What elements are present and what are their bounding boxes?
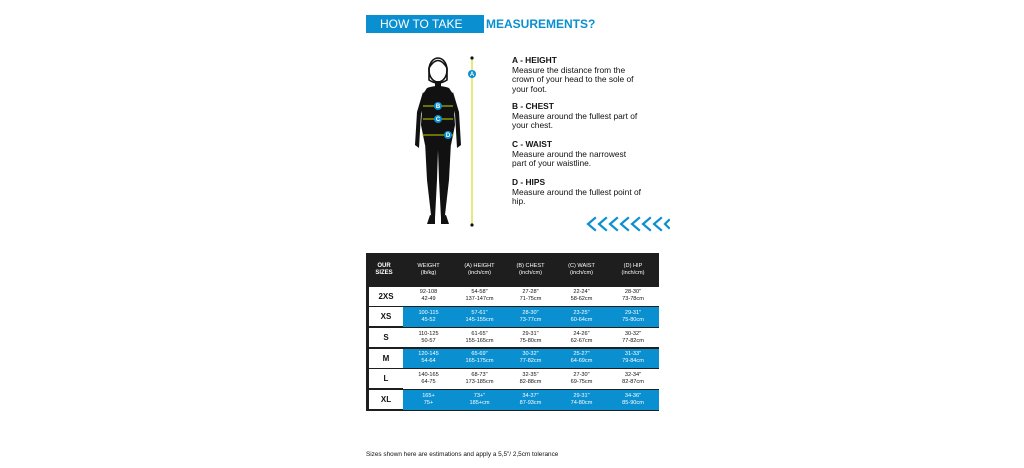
table-cell bbox=[505, 287, 556, 307]
cell-imperial-value: 34-36" bbox=[624, 392, 642, 399]
size-label-cell: XL bbox=[369, 390, 403, 409]
column-header-height bbox=[454, 253, 505, 286]
table-cell bbox=[607, 390, 659, 410]
table-cell bbox=[607, 287, 659, 307]
table-cell bbox=[403, 287, 454, 307]
tolerance-footnote: Sizes shown here are estimations and apply a 5,5"/ 2,5cm tolerance bbox=[366, 451, 559, 458]
table-row bbox=[403, 287, 659, 307]
table-cell bbox=[556, 307, 607, 327]
column-header-chest-unit: (inch/cm) bbox=[519, 269, 542, 276]
table-cell bbox=[505, 349, 556, 369]
table-row bbox=[403, 307, 659, 327]
cell-metric-value: 185+cm bbox=[469, 399, 490, 406]
table-cell bbox=[505, 390, 556, 410]
cell-metric-value: 58-62cm bbox=[570, 296, 593, 303]
cell-imperial-value: 29-31" bbox=[624, 309, 642, 316]
size-label-cell: 2XS bbox=[369, 287, 403, 306]
cell-metric-value: 69-75cm bbox=[570, 379, 593, 386]
table-cell bbox=[403, 307, 454, 327]
measure-chest bbox=[512, 102, 642, 131]
table-cell bbox=[556, 369, 607, 389]
cell-metric-value: 71-75cm bbox=[519, 296, 542, 303]
table-cell bbox=[454, 328, 505, 348]
marker-a bbox=[468, 70, 476, 78]
table-cell bbox=[454, 349, 505, 369]
cell-imperial-value: 165+ bbox=[422, 392, 435, 399]
cell-metric-value: 77-82cm bbox=[519, 358, 542, 365]
cell-metric-value: 50-57 bbox=[421, 337, 436, 344]
measure-height bbox=[512, 56, 642, 94]
table-row bbox=[403, 349, 659, 369]
marker-a-label: A bbox=[469, 72, 475, 79]
table-row bbox=[403, 328, 659, 348]
cell-imperial-value: 27-28" bbox=[522, 289, 539, 296]
cell-imperial-value: 23-25" bbox=[573, 309, 590, 316]
cell-metric-value: 165-175cm bbox=[465, 358, 494, 365]
column-header-height-unit: (inch/cm) bbox=[468, 269, 491, 276]
cell-metric-value: 73-78cm bbox=[622, 296, 644, 303]
cell-imperial-value: 68-73" bbox=[471, 372, 488, 379]
table-cell bbox=[505, 307, 556, 327]
cell-imperial-value: 25-27" bbox=[573, 351, 590, 358]
body-silhouette-figure bbox=[405, 50, 485, 235]
cell-metric-value: 82-88cm bbox=[519, 379, 542, 386]
table-cell bbox=[454, 390, 505, 410]
table-cell bbox=[454, 287, 505, 307]
cell-metric-value: 60-64cm bbox=[570, 316, 593, 323]
cell-imperial-value: 100-115 bbox=[418, 309, 439, 316]
measure-waist bbox=[512, 140, 642, 169]
cell-imperial-value: 120-145 bbox=[418, 351, 439, 358]
measure-height-text: Measure the distance from the crown of your head to the sole of your foot. bbox=[512, 64, 634, 94]
cell-metric-value: 79-84cm bbox=[622, 358, 644, 365]
title-part2: MEASUREMENTS? bbox=[486, 17, 596, 31]
column-header-weight bbox=[403, 253, 454, 286]
table-cell bbox=[505, 328, 556, 348]
table-cell bbox=[556, 349, 607, 369]
table-cell bbox=[607, 369, 659, 389]
cell-imperial-value: 61-65" bbox=[471, 330, 488, 337]
size-header-line2: SIZES bbox=[375, 269, 393, 276]
cell-imperial-value: 31-33" bbox=[624, 351, 642, 358]
cell-metric-value: 85-90cm bbox=[622, 399, 644, 406]
cell-metric-value: 173-185cm bbox=[465, 379, 494, 386]
size-label-cell: XS bbox=[369, 307, 403, 326]
cell-metric-value: 75-80cm bbox=[519, 337, 542, 344]
cell-imperial-value: 28-30" bbox=[624, 289, 642, 296]
cell-imperial-value: 73+" bbox=[473, 392, 486, 399]
cell-metric-value: 75-80cm bbox=[622, 316, 644, 323]
measure-waist-text: Measure around the narrowest part of your waistline. bbox=[512, 148, 627, 168]
cell-imperial-value: 140-165 bbox=[418, 372, 439, 379]
cell-imperial-value: 57-61" bbox=[471, 309, 488, 316]
cell-metric-value: 75+ bbox=[423, 399, 434, 406]
measure-hips-heading: D - HIPS bbox=[512, 177, 546, 187]
cell-metric-value: 137-147cm bbox=[465, 296, 494, 303]
title-banner bbox=[366, 15, 596, 49]
measure-hips bbox=[512, 178, 642, 207]
table-row bbox=[403, 390, 659, 410]
table-row bbox=[403, 369, 659, 389]
column-header-waist-label: (C) WAIST bbox=[568, 262, 595, 269]
size-label-cell: S bbox=[369, 328, 403, 347]
table-cell bbox=[556, 287, 607, 307]
chevron-left-arrows-icon bbox=[585, 216, 670, 232]
table-cell bbox=[403, 369, 454, 389]
title-part1: HOW TO TAKE YOUR bbox=[366, 15, 484, 33]
column-header-height-label: (A) HEIGHT bbox=[464, 262, 495, 269]
size-label-cell: M bbox=[369, 349, 403, 368]
measure-chest-text: Measure around the fullest part of your chest. bbox=[512, 110, 638, 130]
size-chart-table bbox=[366, 253, 659, 411]
cell-metric-value: 42-49 bbox=[421, 296, 436, 303]
marker-d-label: D bbox=[445, 133, 451, 140]
cell-imperial-value: 29-31" bbox=[522, 330, 539, 337]
table-cell bbox=[607, 349, 659, 369]
table-cell bbox=[454, 307, 505, 327]
cell-imperial-value: 32-35" bbox=[522, 372, 539, 379]
table-cell bbox=[505, 369, 556, 389]
cell-metric-value: 155-165cm bbox=[465, 337, 494, 344]
cell-metric-value: 145-155cm bbox=[465, 316, 494, 323]
cell-imperial-value: 30-32" bbox=[624, 330, 642, 337]
column-header-waist bbox=[556, 253, 607, 286]
column-header-chest-label: (B) CHEST bbox=[516, 262, 545, 269]
column-header-waist-unit: (inch/cm) bbox=[569, 269, 593, 276]
marker-c-label: C bbox=[435, 117, 441, 124]
cell-imperial-value: 27-30" bbox=[573, 372, 590, 379]
cell-imperial-value: 29-31" bbox=[573, 392, 590, 399]
size-column-header bbox=[366, 253, 402, 286]
cell-metric-value: 77-82cm bbox=[622, 337, 644, 344]
cell-metric-value: 54-64 bbox=[421, 358, 436, 365]
cell-imperial-value: 30-32" bbox=[522, 351, 539, 358]
cell-metric-value: 45-52 bbox=[421, 316, 436, 323]
cell-metric-value: 74-80cm bbox=[570, 399, 593, 406]
cell-imperial-value: 28-30" bbox=[522, 309, 539, 316]
table-cell bbox=[556, 390, 607, 410]
table-cell bbox=[403, 349, 454, 369]
column-header-hip-label: (D) HIP bbox=[623, 262, 643, 269]
cell-imperial-value: 22-24" bbox=[573, 289, 590, 296]
size-label-cell: L bbox=[369, 369, 403, 388]
table-cell bbox=[403, 328, 454, 348]
marker-b-label: B bbox=[435, 104, 441, 111]
cell-imperial-value: 54-58" bbox=[471, 289, 488, 296]
cell-imperial-value: 32-34" bbox=[624, 372, 642, 379]
cell-metric-value: 64-75 bbox=[421, 379, 436, 386]
cell-imperial-value: 65-69" bbox=[471, 351, 488, 358]
cell-metric-value: 87-93cm bbox=[519, 399, 542, 406]
cell-imperial-value: 24-26" bbox=[573, 330, 590, 337]
measure-waist-heading: C - WAIST bbox=[512, 139, 553, 149]
measure-height-heading: A - HEIGHT bbox=[512, 55, 557, 65]
column-header-weight-label: WEIGHT bbox=[417, 262, 440, 269]
cell-imperial-value: 34-37" bbox=[522, 392, 539, 399]
cell-metric-value: 62-67cm bbox=[570, 337, 593, 344]
table-cell bbox=[607, 307, 659, 327]
table-cell bbox=[556, 328, 607, 348]
column-header-weight-unit: (lb/kg) bbox=[420, 269, 437, 276]
cell-metric-value: 82-87cm bbox=[622, 379, 644, 386]
cell-metric-value: 64-69cm bbox=[570, 358, 593, 365]
column-header-chest bbox=[505, 253, 556, 286]
cell-imperial-value: 92-108 bbox=[419, 289, 438, 296]
measure-chest-heading: B - CHEST bbox=[512, 101, 554, 111]
cell-imperial-value: 110-125 bbox=[418, 330, 439, 337]
cell-metric-value: 73-77cm bbox=[519, 316, 542, 323]
column-header-hip bbox=[607, 253, 659, 286]
table-cell bbox=[454, 369, 505, 389]
measure-hips-text: Measure around the fullest point of hip. bbox=[512, 186, 641, 206]
column-header-hip-unit: (inch/cm) bbox=[621, 269, 645, 276]
table-cell bbox=[607, 328, 659, 348]
table-cell bbox=[403, 390, 454, 410]
size-header-line1: OUR bbox=[377, 262, 391, 269]
